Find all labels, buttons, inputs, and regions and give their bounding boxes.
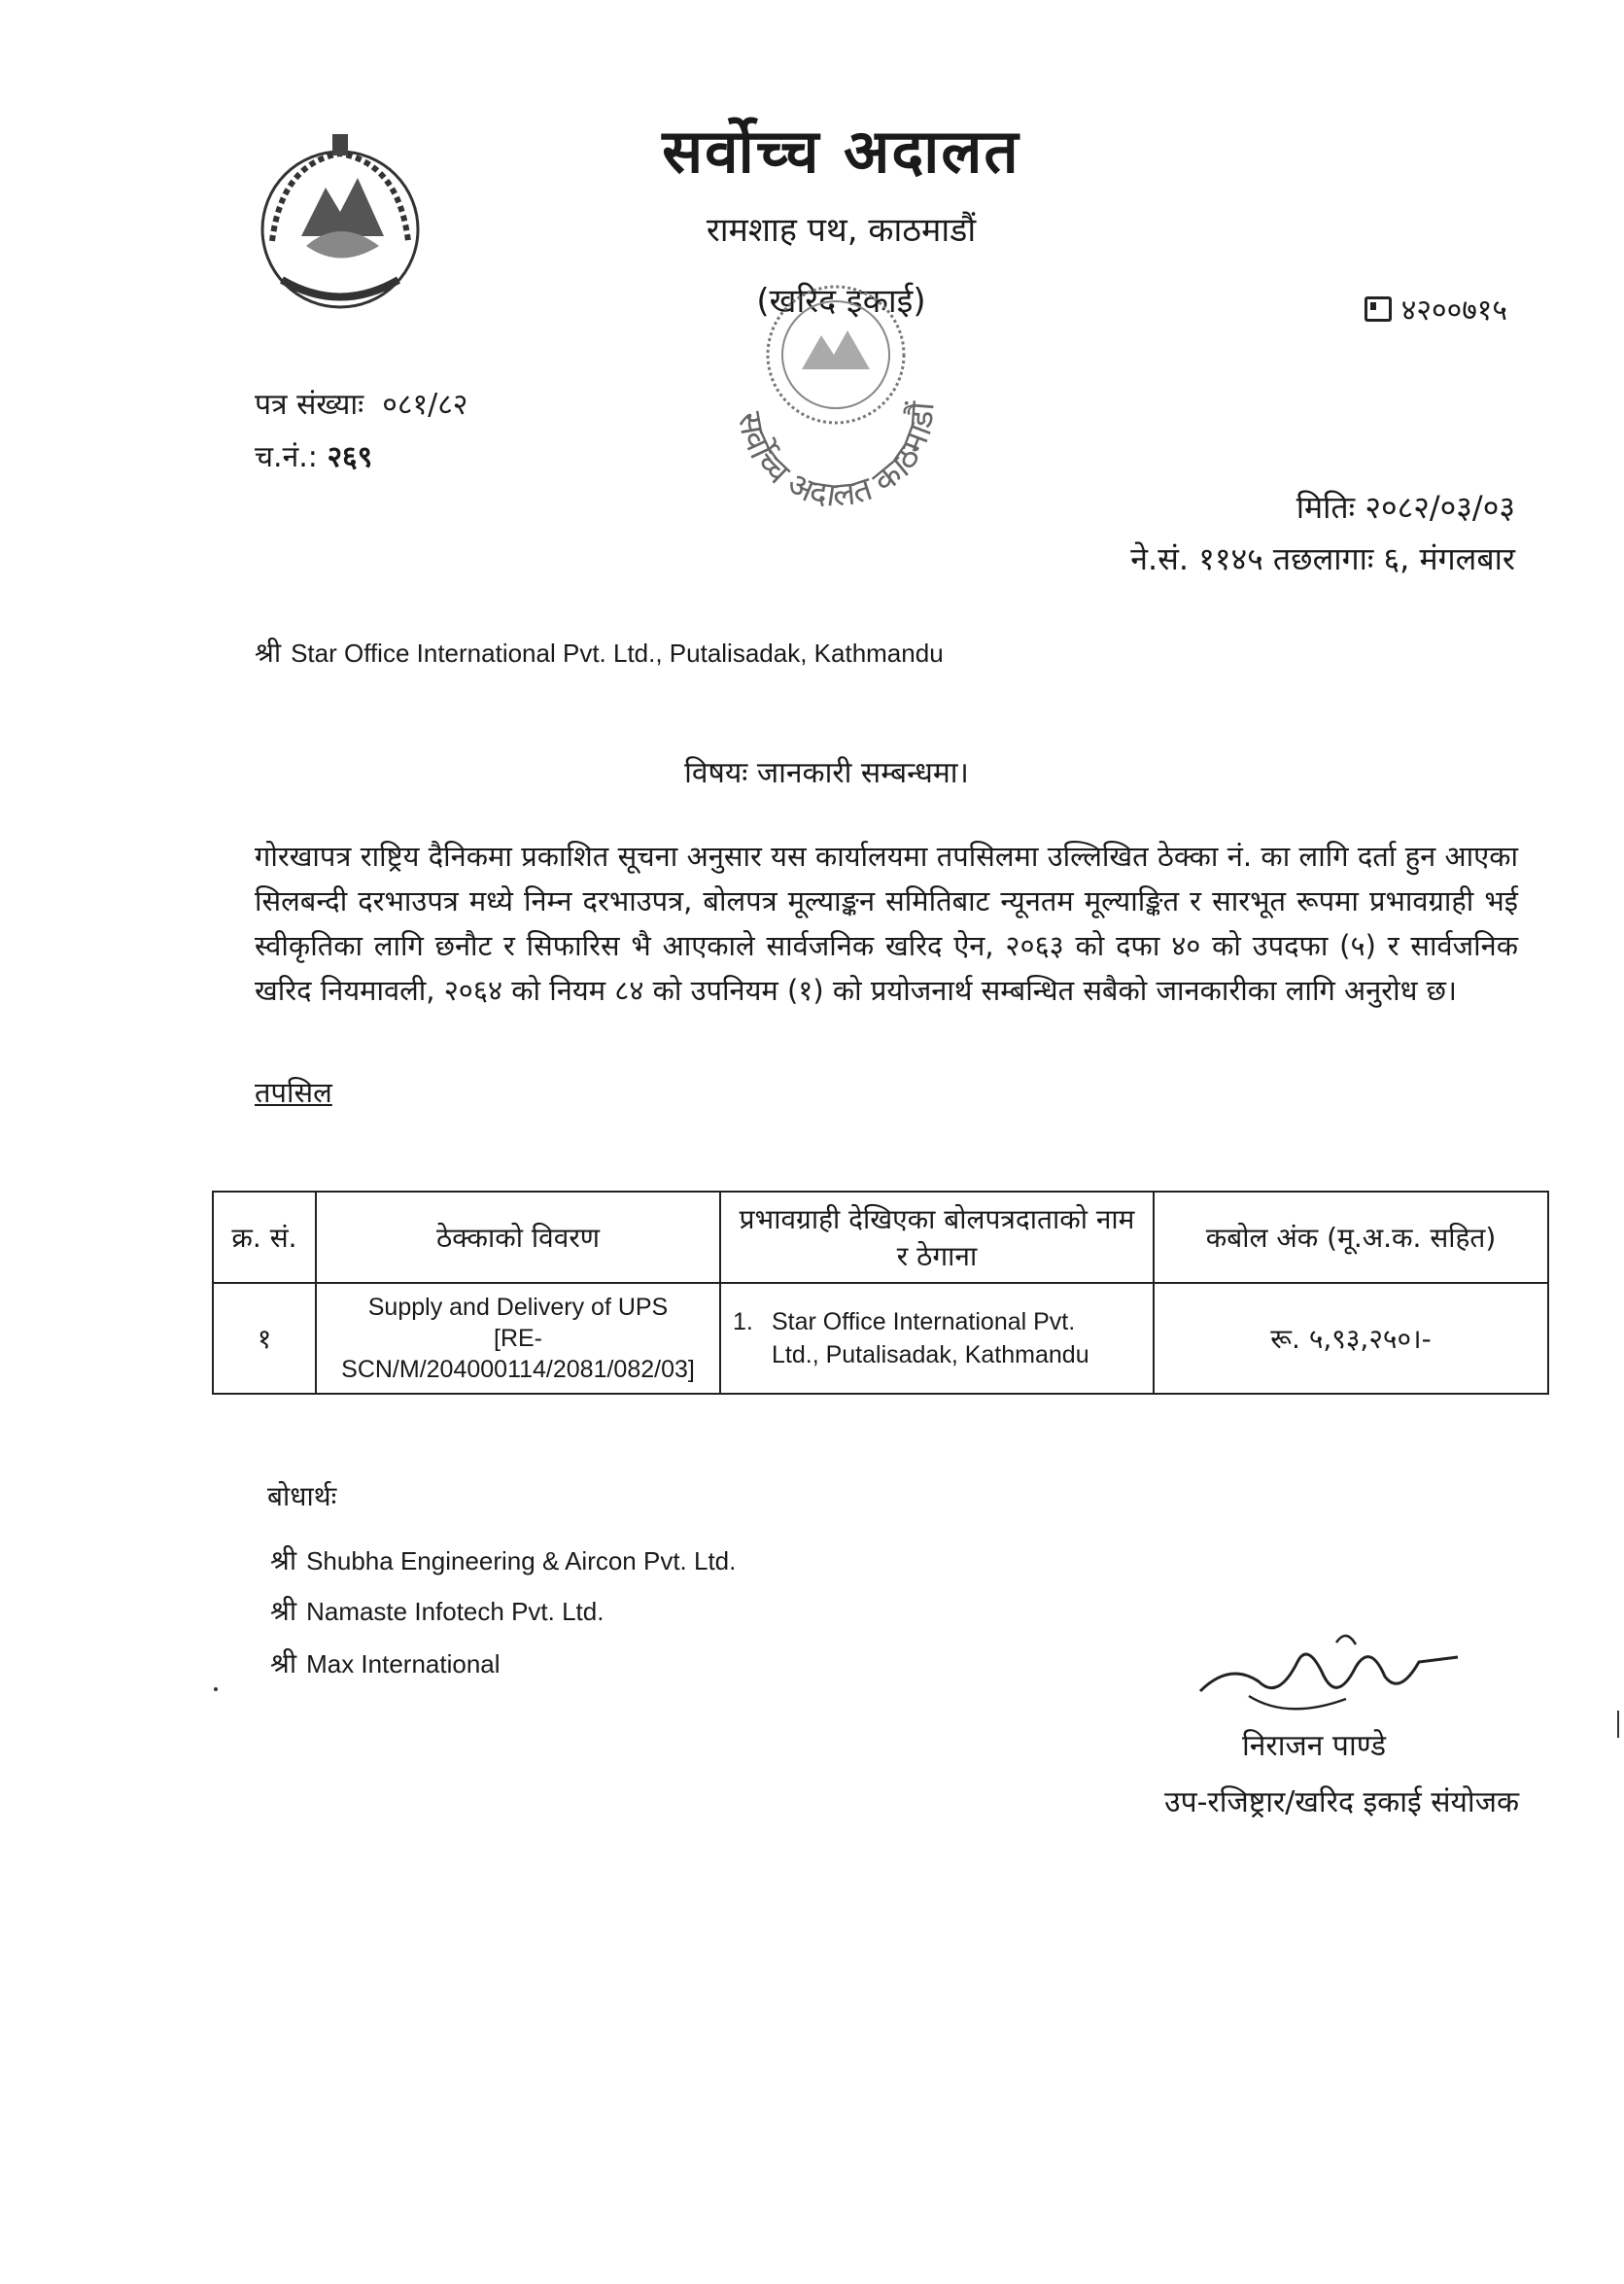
office-title: सर्वोच्च अदालत (662, 116, 1020, 187)
row-amount: रू. ५,९३,२५०।- (1154, 1283, 1548, 1394)
recipient: श्री Star Office International Pvt. Ltd., Putalisadak, Kathmandu (255, 637, 944, 669)
cc-item: श्री Shubha Engineering & Aircon Pvt. Ltd. (270, 1544, 737, 1576)
letter-number: पत्र संख्याः ०८१/८२ (255, 388, 468, 422)
dispatch-number: च.नं.: २६९ (255, 440, 373, 474)
subject-line: विषयः जानकारी सम्बन्धमा। (684, 756, 969, 790)
handwritten-signature (1191, 1623, 1482, 1740)
row-description: Supply and Delivery of UPS [RE-SCN/M/204000114/2081/082/03] (316, 1283, 720, 1394)
header-bidder: प्रभावग्राही देखिएका बोलपत्रदाताको नाम र ठेगाना (720, 1192, 1154, 1283)
nepal-sambat-date: ने.सं. ११४५ तछलागाः ६, मंगलबार (1130, 540, 1515, 577)
office-unit: (खरिद इकाई) (756, 282, 926, 321)
cc-title: बोधार्थः (267, 1480, 337, 1512)
phone-number: ४२००७१५ (1365, 289, 1507, 329)
signatory-title: उप-रजिष्ट्रार/खरिद इकाई संयोजक (1164, 1785, 1519, 1819)
header-amount: कबोल अंक (मू.अ.क. सहित) (1154, 1192, 1548, 1283)
table-row (213, 1283, 1548, 1394)
body-paragraph: गोरखापत्र राष्ट्रिय दैनिकमा प्रकाशित सूचना अनुसार यस कार्यालयमा तपसिलमा उल्लिखित ठेक्का नं. का लागि दर्ता हुन आएका सिलबन्दी दरभाउपत्र मध्ये निम्न दरभाउपत्र, बोलपत्र मूल्याङ्कन समितिबाट न्यूनतम मूल्याङ्कित र सारभूत रूपमा प्रभावग्राही भई स्वीकृतिका लागि छनौट र सिफारिस भै आएकाले सार्वजनिक खरिद ऐन, २०६३ को दफा ४० को उपदफा (५) र सार्वजनिक खरिद नियमावली, २०६४ को नियम ८४ को उपनियम (१) को प्रयोजनार्थ सम्बन्धित सबैको जानकारीका लागि अनुरोध छ। (255, 840, 1518, 1007)
tapsil-heading: तपसिल (255, 1076, 332, 1109)
contract-table (212, 1191, 1549, 1395)
office-address: रामशाह पथ, काठमाडौं (706, 211, 977, 250)
header-description: ठेक्काको विवरण (316, 1192, 720, 1283)
row-sn: १ (213, 1283, 316, 1394)
cc-item: श्री Namaste Infotech Pvt. Ltd. (270, 1595, 605, 1627)
header-sn: क्र. सं. (213, 1192, 316, 1283)
letter-date: मितिः २०८२/०३/०३ (1296, 489, 1515, 526)
phone-icon (1365, 296, 1392, 322)
signatory-name: निराजन पाण्डे (1242, 1729, 1387, 1763)
supreme-court-stamp (719, 262, 952, 515)
table-header-row (213, 1192, 1548, 1283)
margin-mark (1617, 1711, 1619, 1738)
cc-item: श्री Max International (270, 1647, 501, 1679)
row-bidder: 1. Star Office International Pvt. Ltd., Putalisadak, Kathmandu (720, 1283, 1154, 1394)
stamp-text: सर्वोच्च अदालत काठमाडौं (729, 399, 943, 515)
stray-mark (214, 1687, 218, 1691)
